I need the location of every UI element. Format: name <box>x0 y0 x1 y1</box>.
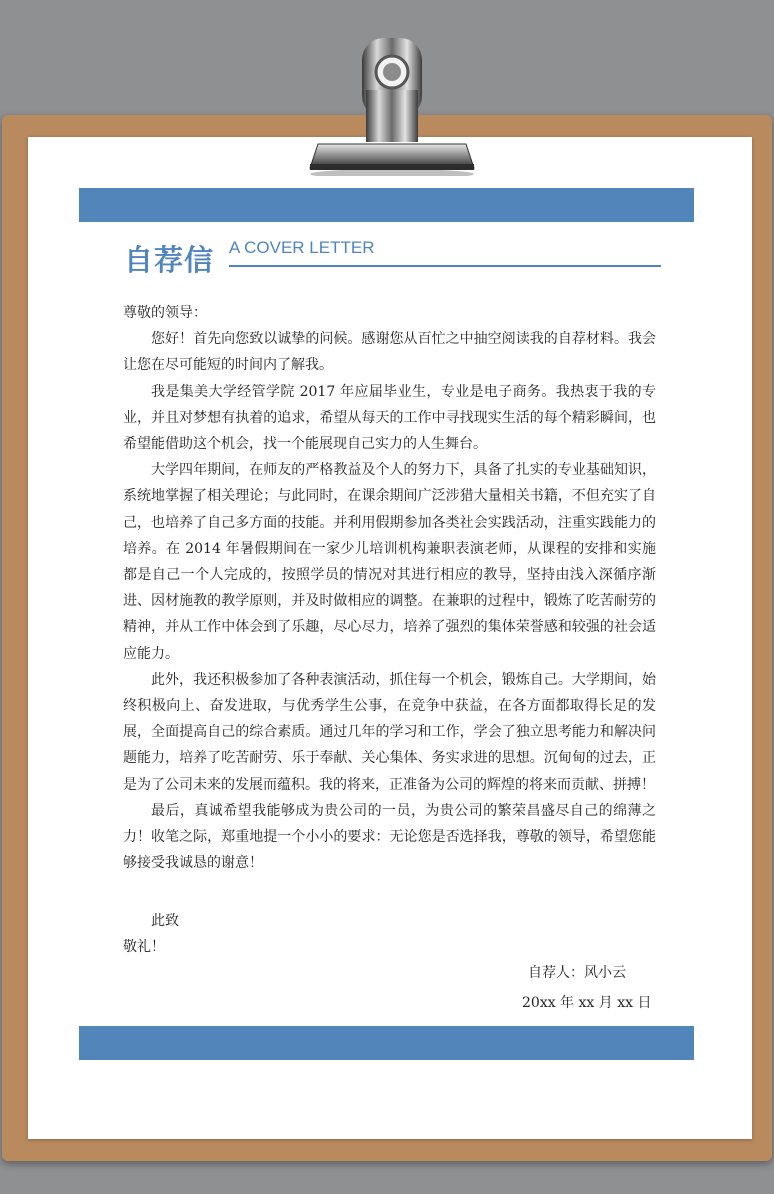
letter-paragraph: 大学四年期间，在师友的严格教益及个人的努力下，具备了扎实的专业基础知识，系统地掌握了相关理论；与此同时，在课余期间广泛涉猎大量相关书籍，不但充实了自己，也培养了自己多方面的技能。并利用假期参加各类社会实践活动，注重实践能力的培养。在 2014 年暑假期间在一家少儿培训机构兼职表演老师，从课程的安排和实施都是自己一个人完成的，按照学员的情况对其进行相应的教导，坚持由浅入深循序渐进、因材施教的教学原则，并及时做相应的调整。在兼职的过程中，锻炼了吃苦耐劳的精神，并从工作中体会到了乐趣，尽心尽力，培养了强烈的集体荣誉感和较强的社会适应能力。 <box>123 462 656 662</box>
signature-block <box>522 958 651 1018</box>
binder-clip-icon <box>300 26 480 176</box>
signature: 自荐人：风小云 <box>528 965 626 981</box>
top-accent-band <box>79 188 694 222</box>
letter-date: 20xx 年 xx 月 xx 日 <box>522 995 652 1011</box>
letter-body <box>123 300 656 876</box>
letter-paragraph: 我是集美大学经管学院 2017 年应届毕业生，专业是电子商务。我热衷于我的专业，并且对梦想有执着的追求，希望从每天的工作中寻找现实生活的每个精彩瞬间，也希望能借助这个机会，找一个能展现自己实力的人生舞台。 <box>123 383 656 453</box>
letter-paragraph: 此外，我还积极参加了各种表演活动，抓住每一个机会，锻炼自己。大学期间，始终积极向上、奋发进取，与优秀学生公事，在竞争中获益，在各方面都取得长足的发展，全面提高自己的综合素质。通过几年的学习和工作，学会了独立思考能力和解决问题能力，培养了吃苦耐劳、乐于奉献、关心集体、务实求进的思想。沉甸甸的过去，正是为了公司未来的发展而蕴积。我的将来，正准备为公司的辉煌的将来而贡献、拼搏！ <box>123 671 656 793</box>
letter-paragraph: 您好！首先向您致以诚挚的问候。感谢您从百忙之中抽空阅读我的自荐材料。我会让您在尽可能短的时间内了解我。 <box>123 331 656 374</box>
title-divider <box>229 265 661 267</box>
letter-closing <box>123 908 179 960</box>
closing-line-2: 敬礼！ <box>123 939 165 955</box>
closing-line-1: 此致 <box>151 913 179 929</box>
letter-paragraph: 最后，真诚希望我能够成为贵公司的一员，为贵公司的繁荣昌盛尽自己的绵薄之力！收笔之际，郑重地提一个小小的要求：无论您是否选择我，尊敬的领导，希望您能够接受我诚恳的谢意！ <box>123 802 656 872</box>
salutation: 尊敬的领导： <box>123 305 207 321</box>
page-subtitle: A COVER LETTER <box>229 238 375 257</box>
bottom-accent-band <box>79 1026 694 1060</box>
page-title: 自荐信 <box>124 243 215 277</box>
